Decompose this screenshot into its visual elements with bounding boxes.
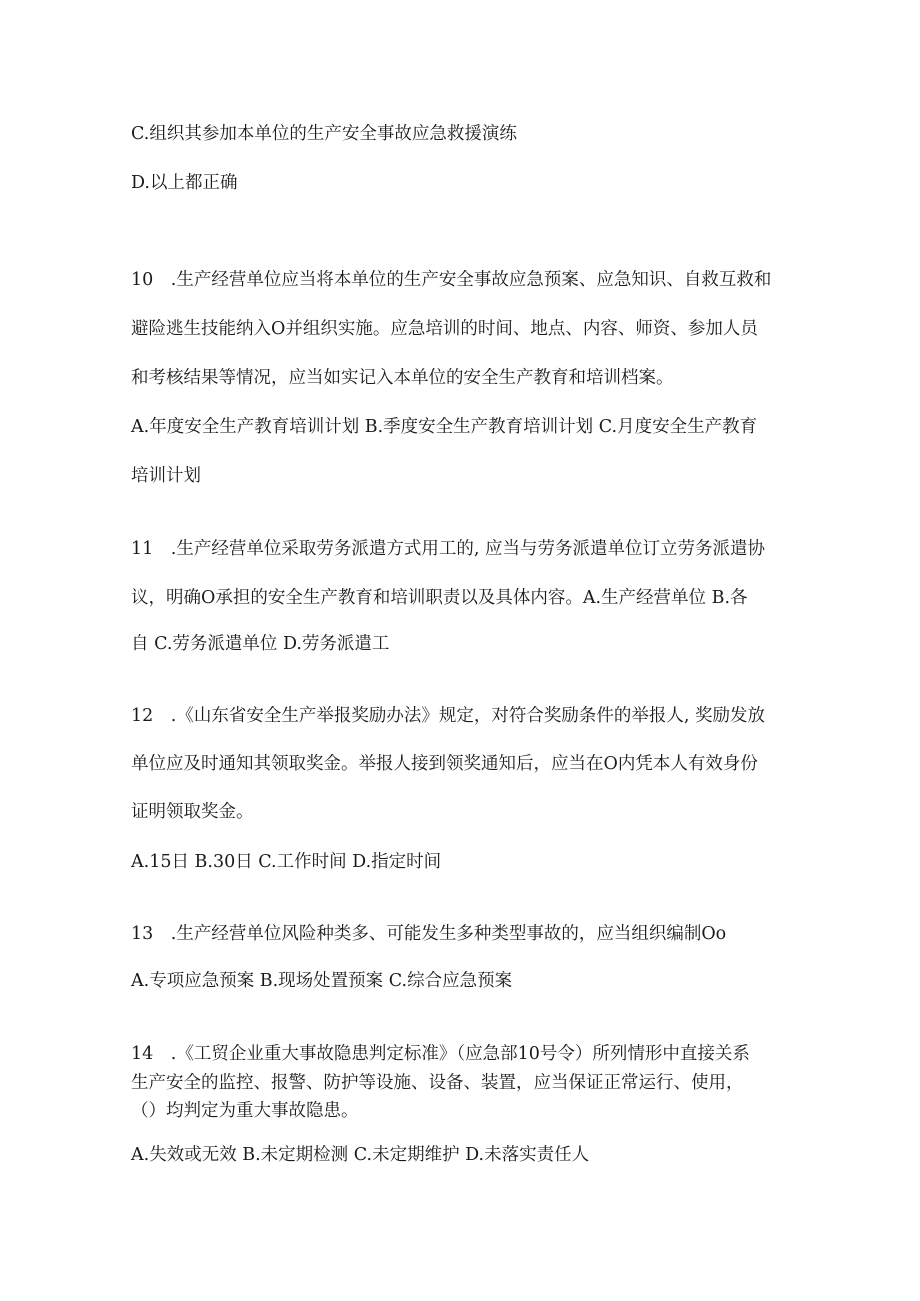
q10-options-line-2: 培训计划 <box>131 466 201 486</box>
q10-text-line-1: 10 .生产经营单位应当将本单位的生产安全事故应急预案、应急知识、自救互救和 <box>131 270 772 290</box>
q14-text-line-2: 生产安全的监控、报警、防护等设施、设备、装置，应当保证正常运行、使用， <box>131 1073 744 1093</box>
q11-text-line-2: 议，明确O承担的安全生产教育和培训职责以及具体内容。A.生产经营单位 B.各 <box>131 588 748 608</box>
q14-text-line-3: （）均判定为重大事故隐患。 <box>131 1101 359 1121</box>
q11-text-line-1: 11 .生产经营单位采取劳务派遣方式用工的, 应当与劳务派遣单位订立劳务派遣协 <box>131 539 765 559</box>
q9-option-d: D.以上都正确 <box>131 173 238 193</box>
q14-options: A.失效或无效 B.未定期检测 C.未定期维护 D.未落实责任人 <box>131 1145 590 1165</box>
q13-options: A.专项应急预案 B.现场处置预案 C.综合应急预案 <box>131 971 513 991</box>
q10-text-line-2: 避险逃生技能纳入O并组织实施。应急培训的时间、地点、内容、师资、参加人员 <box>131 319 758 339</box>
q11-text-line-3: 自 C.劳务派遣单位 D.劳务派遣工 <box>131 634 390 654</box>
q13-text: 13 .生产经营单位风险种类多、可能发生多种类型事故的，应当组织编制Oo <box>131 924 727 944</box>
q12-options: A.15日 B.30日 C.工作时间 D.指定时间 <box>131 852 442 872</box>
q12-text-line-2: 单位应及时通知其领取奖金。举报人接到领奖通知后，应当在O内凭本人有效身份 <box>131 754 758 774</box>
q14-text-line-1: 14 .《工贸企业重大事故隐患判定标准》（应急部10号令）所列情形中直接关系 <box>131 1044 750 1064</box>
q10-options-line-1: A.年度安全生产教育培训计划 B.季度安全生产教育培训计划 C.月度安全生产教育 <box>131 417 758 437</box>
q10-text-line-3: 和考核结果等情况，应当如实记入本单位的安全生产教育和培训档案。 <box>131 368 674 388</box>
q12-text-line-1: 12 .《山东省安全生产举报奖励办法》规定，对符合奖励条件的举报人, 奖励发放 <box>131 706 765 726</box>
q9-option-c: C.组织其参加本单位的生产安全事故应急救援演练 <box>131 124 517 144</box>
q12-text-line-3: 证明领取奖金。 <box>131 802 254 822</box>
